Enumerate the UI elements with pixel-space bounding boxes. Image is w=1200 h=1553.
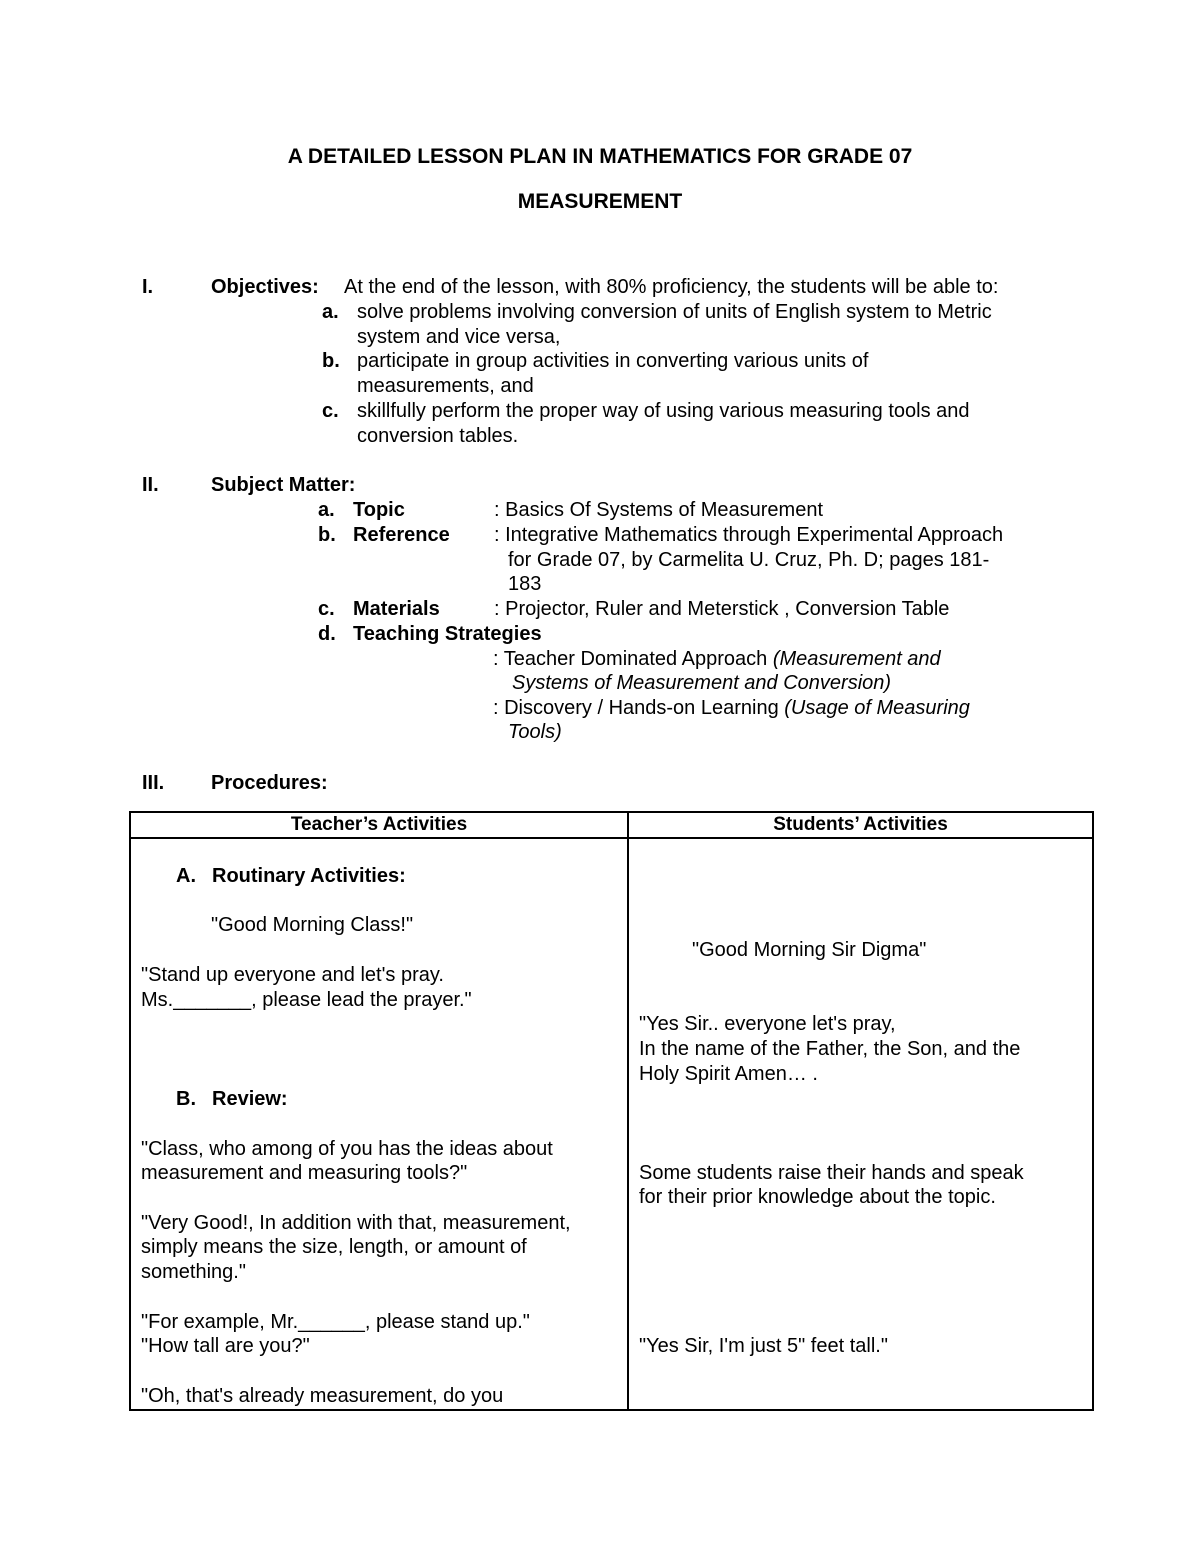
strategy-1-line1 [493,647,941,672]
procedures-numeral: III. [142,772,165,794]
document-subtitle: MEASUREMENT [517,190,683,213]
objectives-label: Objectives: [211,276,319,298]
teacher-oh-line: "Oh, that's already measurement, do you [141,1385,504,1407]
students-activities-cell [628,838,1093,1410]
students-pray-line2: In the name of the Father, the Son, and the [639,1038,1021,1060]
document-title: A DETAILED LESSON PLAN IN MATHEMATICS FOR GRADE 07 [287,145,913,168]
strategy-2-detail: (Usage of Measuring [784,697,970,719]
strategy-2-name: : Discovery / Hands-on Learning [493,697,785,719]
teacher-question-line1: "Class, who among of you has the ideas about [141,1138,553,1160]
objective-a-letter: a. [322,301,339,323]
students-raise-line2: for their prior knowledge about the topic. [639,1186,996,1208]
teacher-very-good-line3: something." [141,1261,246,1283]
teacher-greeting: "Good Morning Class!" [211,914,414,936]
students-raise-line1: Some students raise their hands and speak [639,1162,1024,1184]
strategies-label: Teaching Strategies [353,623,542,645]
teacher-pray-line1: "Stand up everyone and let's pray. [141,964,444,986]
objective-c-line1: skillfully perform the proper way of using various measuring tools and [357,400,970,422]
strategy-1-detail: (Measurement and [772,648,941,670]
strategy-1-line2: Systems of Measurement and Conversion) [512,672,892,694]
review-label: Review: [212,1088,288,1110]
strategy-1-name: : Teacher Dominated Approach [493,648,773,670]
teacher-question-line2: measurement and measuring tools?" [141,1162,468,1184]
subject-matter-label: Subject Matter: [211,474,356,496]
reference-letter: b. [318,524,336,546]
reference-label: Reference [353,524,450,546]
procedures-label: Procedures: [211,772,328,794]
materials-value: : Projector, Ruler and Meterstick , Conversion Table [494,598,950,620]
students-activities-header: Students’ Activities [628,812,1093,838]
procedures-table-header [130,812,1093,838]
teacher-pray-line2: Ms._______, please lead the prayer." [141,989,472,1011]
objective-c-line2: conversion tables. [357,425,519,447]
students-tall-answer: "Yes Sir, I'm just 5" feet tall." [639,1335,888,1357]
procedures-table-row [130,838,1093,1410]
topic-letter: a. [318,499,335,521]
subject-matter-numeral: II. [142,474,159,496]
objective-b-letter: b. [322,350,340,372]
strategy-2-line1 [493,696,970,721]
materials-letter: c. [318,598,335,620]
objective-c-letter: c. [322,400,339,422]
review-letter: B. [176,1088,196,1110]
routinary-letter: A. [176,865,196,887]
objective-b-line1: participate in group activities in converting various units of [357,350,869,372]
teacher-very-good-line2: simply means the size, length, or amount of [141,1236,527,1258]
students-pray-line3: Holy Spirit Amen… . [639,1063,818,1085]
teacher-very-good-line1: "Very Good!, In addition with that, measurement, [141,1212,571,1234]
strategies-letter: d. [318,623,336,645]
routinary-label: Routinary Activities: [212,865,406,887]
students-greeting: "Good Morning Sir Digma" [692,939,927,961]
objective-a-line2: system and vice versa, [357,326,561,348]
procedures-table [129,811,1094,1411]
teacher-activities-header: Teacher’s Activities [130,812,628,838]
teacher-example-line2: "How tall are you?" [141,1335,310,1357]
teacher-example-line1: "For example, Mr.______, please stand up." [141,1311,530,1333]
teacher-activities-cell [130,838,628,1410]
topic-label: Topic [353,499,405,521]
strategy-2-line2: Tools) [508,721,562,743]
reference-line3: 183 [508,573,542,595]
reference-line1: : Integrative Mathematics through Experimental Approach [494,524,1004,546]
materials-label: Materials [353,598,440,620]
students-pray-line1: "Yes Sir.. everyone let's pray, [639,1013,896,1035]
objective-a-line1: solve problems involving conversion of units of English system to Metric [357,301,992,323]
topic-value: : Basics Of Systems of Measurement [494,499,823,521]
objective-b-line2: measurements, and [357,375,534,397]
objectives-intro: At the end of the lesson, with 80% proficiency, the students will be able to: [344,276,999,298]
reference-line2: for Grade 07, by Carmelita U. Cruz, Ph. D; pages 181- [508,549,990,571]
objectives-numeral: I. [142,276,154,298]
